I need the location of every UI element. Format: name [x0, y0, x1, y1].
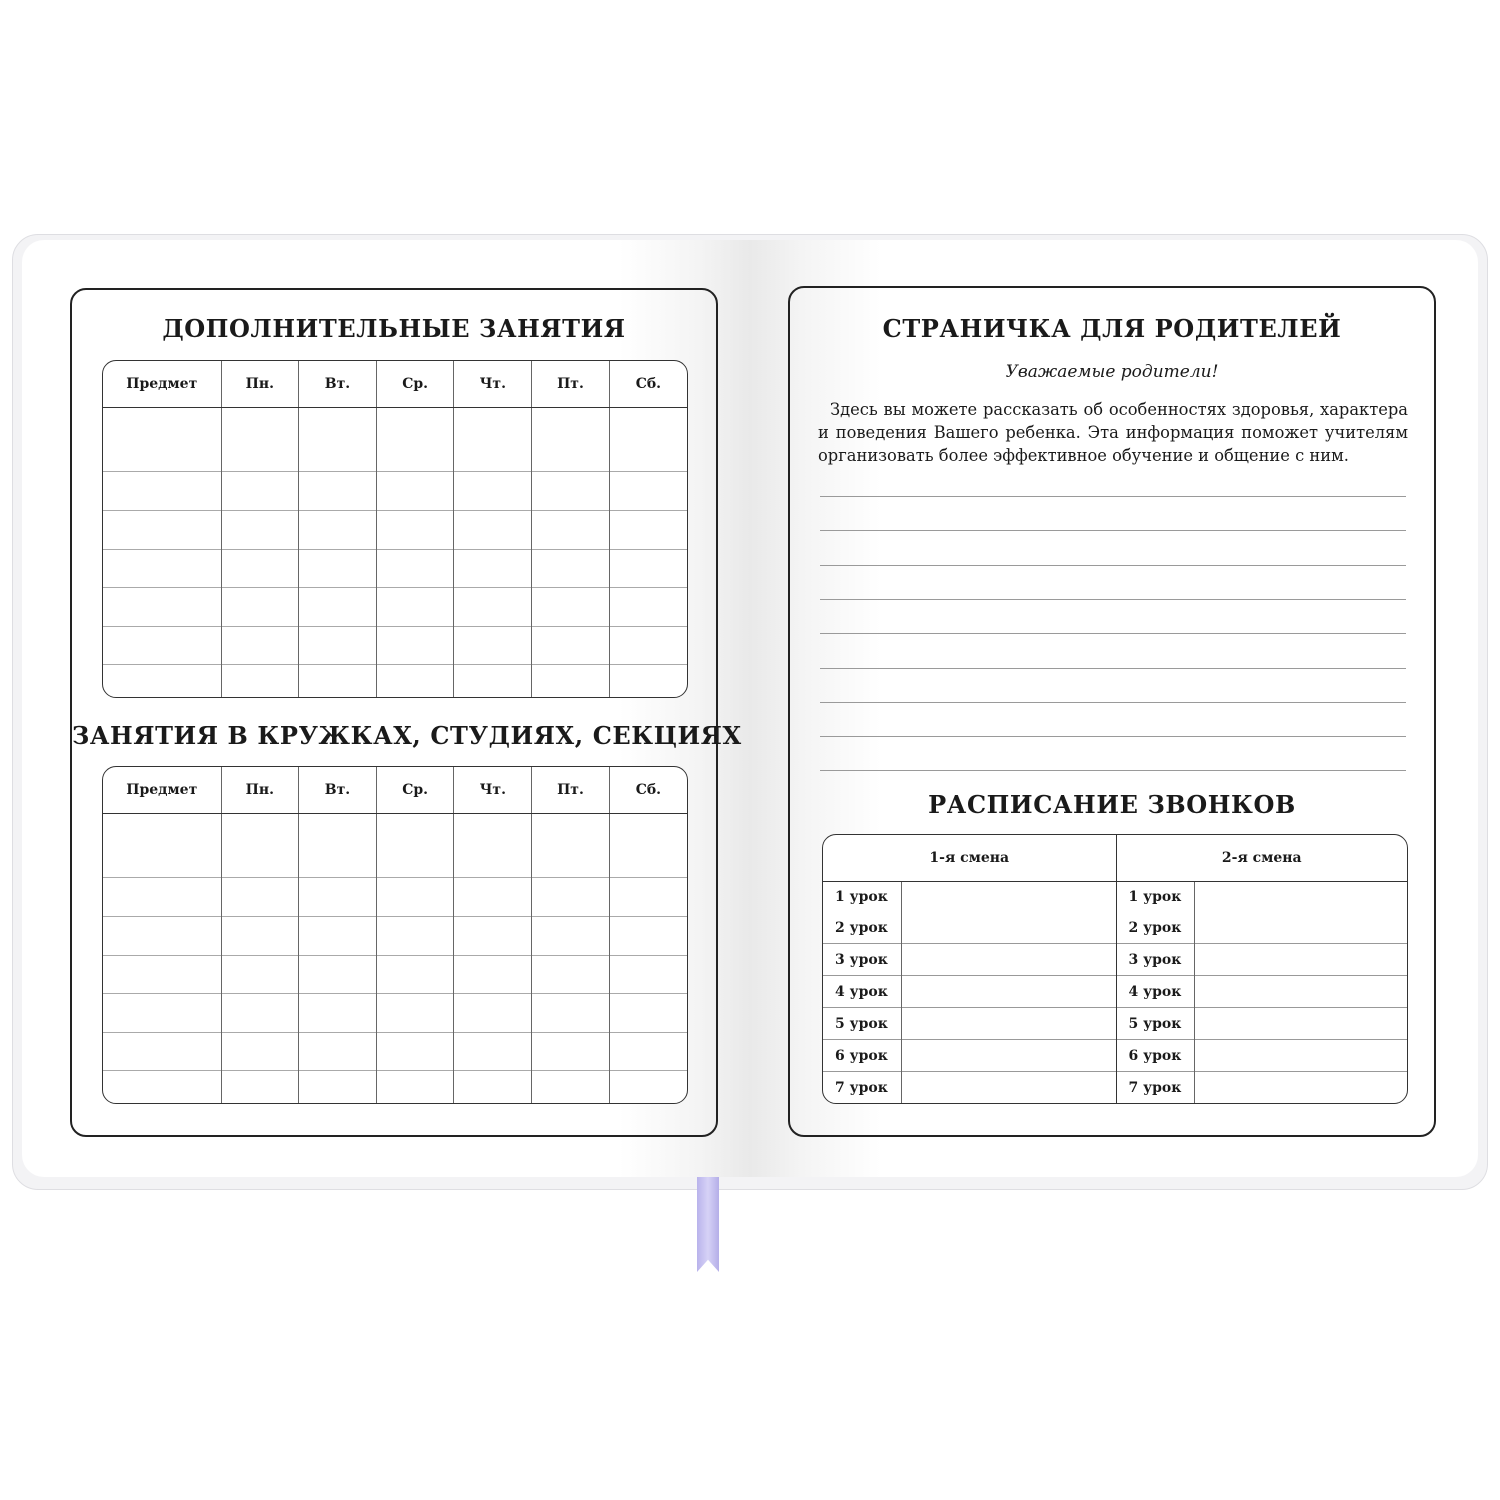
table-cell[interactable] — [454, 472, 532, 511]
bell-row — [823, 1040, 1407, 1072]
lesson-label: 3 урок — [823, 944, 901, 976]
table-cell[interactable] — [103, 916, 221, 955]
table-cell[interactable] — [454, 916, 532, 955]
writing-line[interactable] — [820, 496, 1406, 497]
table-cell[interactable] — [103, 846, 221, 878]
table-cell[interactable] — [221, 665, 299, 697]
table-cell[interactable] — [299, 588, 377, 627]
table-cell[interactable] — [532, 440, 610, 472]
table-cell[interactable] — [221, 1032, 299, 1071]
table-row — [103, 510, 687, 549]
table-row — [103, 814, 687, 846]
table-cell[interactable] — [609, 510, 687, 549]
table-cell[interactable] — [221, 878, 299, 917]
table-row — [103, 440, 687, 472]
table-row — [103, 588, 687, 627]
table-cell[interactable] — [221, 472, 299, 511]
table-cell[interactable] — [609, 665, 687, 697]
table-cell[interactable] — [532, 846, 610, 878]
table-cell[interactable] — [532, 994, 610, 1033]
table-cell[interactable] — [532, 955, 610, 994]
table-cell[interactable] — [532, 472, 610, 511]
table-cell[interactable] — [376, 994, 454, 1033]
table-cell[interactable] — [609, 955, 687, 994]
table-row — [103, 549, 687, 588]
table-cell[interactable] — [609, 994, 687, 1033]
time-cell[interactable] — [901, 882, 1116, 913]
table-cell[interactable] — [299, 549, 377, 588]
table-cell[interactable] — [532, 588, 610, 627]
table-cell[interactable] — [221, 814, 299, 846]
table-cell[interactable] — [376, 549, 454, 588]
table-cell[interactable] — [376, 846, 454, 878]
table-cell[interactable] — [532, 1032, 610, 1071]
table-cell[interactable] — [532, 1071, 610, 1103]
table-cell[interactable] — [454, 510, 532, 549]
table-cell[interactable] — [454, 1071, 532, 1103]
lesson-label: 5 урок — [823, 1008, 901, 1040]
lesson-label: 4 урок — [823, 976, 901, 1008]
table-cell[interactable] — [376, 1071, 454, 1103]
table-cell[interactable] — [103, 440, 221, 472]
table-cell[interactable] — [609, 408, 687, 440]
left-page — [22, 240, 750, 1177]
table-cell[interactable] — [299, 994, 377, 1033]
writing-line[interactable] — [820, 633, 1406, 634]
table-cell[interactable] — [221, 1071, 299, 1103]
column-header: Предмет — [103, 767, 221, 814]
table-row — [103, 626, 687, 665]
table-cell[interactable] — [532, 665, 610, 697]
table-cell[interactable] — [299, 878, 377, 917]
table-row — [103, 408, 687, 440]
table-cell[interactable] — [609, 814, 687, 846]
table-cell[interactable] — [532, 814, 610, 846]
time-cell[interactable] — [901, 1008, 1116, 1040]
writing-line[interactable] — [820, 702, 1406, 703]
column-header: Сб. — [609, 361, 687, 408]
section-title-additional-classes: ДОПОЛНИТЕЛЬНЫЕ ЗАНЯТИЯ — [162, 314, 626, 343]
column-header: Предмет — [103, 361, 221, 408]
table-cell[interactable] — [609, 1071, 687, 1103]
table-cell[interactable] — [221, 955, 299, 994]
writing-line[interactable] — [820, 599, 1406, 600]
lesson-label: 7 урок — [1116, 1072, 1194, 1103]
table-cell[interactable] — [221, 408, 299, 440]
bell-row — [823, 944, 1407, 976]
table-cell[interactable] — [299, 955, 377, 994]
table-cell[interactable] — [609, 626, 687, 665]
table-row — [103, 665, 687, 697]
right-page-frame — [788, 286, 1436, 1137]
table-cell[interactable] — [103, 510, 221, 549]
table-cell[interactable] — [454, 549, 532, 588]
table-cell[interactable] — [532, 549, 610, 588]
table-cell[interactable] — [609, 440, 687, 472]
table-cell[interactable] — [376, 626, 454, 665]
table-row — [103, 916, 687, 955]
table-cell[interactable] — [376, 440, 454, 472]
left-page-frame — [70, 288, 742, 1137]
table-cell[interactable] — [454, 814, 532, 846]
time-cell[interactable] — [1194, 976, 1407, 1008]
time-cell[interactable] — [901, 913, 1116, 944]
column-header: Ср. — [376, 767, 454, 814]
table-cell[interactable] — [454, 408, 532, 440]
writing-line[interactable] — [820, 668, 1406, 669]
table-cell[interactable] — [103, 549, 221, 588]
column-header: Сб. — [609, 767, 687, 814]
time-cell[interactable] — [1194, 1008, 1407, 1040]
bell-row — [823, 1072, 1407, 1103]
table-cell[interactable] — [299, 916, 377, 955]
parents-intro-text: Здесь вы можете рассказать об особенностях здоровья, характера и поведения Вашего ребенка. Эта информация поможет учителям организовать более эффективное обучение и общение с ним. — [818, 400, 1408, 465]
table-cell[interactable] — [299, 1071, 377, 1103]
table-cell[interactable] — [376, 878, 454, 917]
table-cell[interactable] — [454, 1032, 532, 1071]
table-cell[interactable] — [299, 846, 377, 878]
table-cell[interactable] — [103, 1071, 221, 1103]
table-cell[interactable] — [376, 510, 454, 549]
column-header: Вт. — [299, 767, 377, 814]
parents-greeting: Уважаемые родители! — [1005, 362, 1219, 382]
table-cell[interactable] — [609, 846, 687, 878]
table-cell[interactable] — [532, 916, 610, 955]
column-header: Вт. — [299, 361, 377, 408]
table-cell[interactable] — [376, 588, 454, 627]
table-row — [103, 846, 687, 878]
shift-2-header: 2-я смена — [1116, 835, 1407, 882]
table-cell[interactable] — [221, 846, 299, 878]
lesson-label: 6 урок — [823, 1040, 901, 1072]
time-cell[interactable] — [1194, 1072, 1407, 1103]
table-cell[interactable] — [221, 916, 299, 955]
table-cell[interactable] — [103, 955, 221, 994]
lesson-label: 3 урок — [1116, 944, 1194, 976]
bell-schedule-title: РАСПИСАНИЕ ЗВОНКОВ — [928, 790, 1296, 819]
table-cell[interactable] — [103, 994, 221, 1033]
table-cell[interactable] — [103, 472, 221, 511]
table-cell[interactable] — [609, 1032, 687, 1071]
time-cell[interactable] — [1194, 913, 1407, 944]
column-header: Чт. — [454, 767, 532, 814]
table-cell[interactable] — [532, 626, 610, 665]
table-cell[interactable] — [221, 588, 299, 627]
table-cell[interactable] — [221, 549, 299, 588]
section-title-clubs: ЗАНЯТИЯ В КРУЖКАХ, СТУДИЯХ, СЕКЦИЯХ — [72, 721, 742, 750]
column-header: Пн. — [221, 361, 299, 408]
parents-page-title: СТРАНИЧКА ДЛЯ РОДИТЕЛЕЙ — [882, 314, 1342, 343]
table-cell[interactable] — [532, 510, 610, 549]
column-header: Чт. — [454, 361, 532, 408]
table-cell[interactable] — [103, 408, 221, 440]
table-cell[interactable] — [103, 626, 221, 665]
schedule-table-additional — [102, 360, 688, 698]
table-cell[interactable] — [299, 626, 377, 665]
lesson-label: 1 урок — [1116, 882, 1194, 913]
table-cell[interactable] — [299, 814, 377, 846]
table-cell[interactable] — [103, 665, 221, 697]
table-row — [103, 1032, 687, 1071]
table-cell[interactable] — [454, 626, 532, 665]
table-cell[interactable] — [103, 814, 221, 846]
bell-row — [823, 1008, 1407, 1040]
column-header: Пн. — [221, 767, 299, 814]
bookmark-ribbon — [697, 1170, 719, 1272]
table-cell[interactable] — [609, 472, 687, 511]
time-cell[interactable] — [901, 944, 1116, 976]
table-cell[interactable] — [454, 994, 532, 1033]
table-cell[interactable] — [221, 626, 299, 665]
writing-line[interactable] — [820, 530, 1406, 531]
table-cell[interactable] — [299, 440, 377, 472]
table-cell[interactable] — [609, 878, 687, 917]
table-cell[interactable] — [454, 846, 532, 878]
table-cell[interactable] — [376, 1032, 454, 1071]
lesson-label: 2 урок — [835, 919, 888, 936]
writing-line[interactable] — [820, 565, 1406, 566]
writing-line[interactable] — [820, 736, 1406, 737]
table-cell[interactable] — [376, 814, 454, 846]
table-cell[interactable] — [454, 588, 532, 627]
table-cell[interactable] — [299, 408, 377, 440]
table-cell[interactable] — [103, 1032, 221, 1071]
column-header: Ср. — [376, 361, 454, 408]
table-row — [103, 994, 687, 1033]
table-cell[interactable] — [532, 878, 610, 917]
time-cell[interactable] — [901, 1040, 1116, 1072]
lesson-label: 5 урок — [1116, 1008, 1194, 1040]
bell-row — [823, 913, 1407, 944]
shift-1-header: 1-я смена — [823, 835, 1116, 882]
table-cell[interactable] — [299, 1032, 377, 1071]
lesson-label: 2 урок — [1116, 913, 1194, 944]
table-row — [103, 878, 687, 917]
table-cell[interactable] — [299, 472, 377, 511]
time-cell[interactable] — [1194, 882, 1407, 913]
table-header-row — [103, 361, 687, 408]
table-cell[interactable] — [454, 440, 532, 472]
schedule-table-clubs — [102, 766, 688, 1104]
lesson-label: 6 урок — [1116, 1040, 1194, 1072]
table-row — [103, 472, 687, 511]
table-cell[interactable] — [221, 994, 299, 1033]
right-page — [750, 240, 1478, 1177]
table-row — [103, 955, 687, 994]
time-cell[interactable] — [1194, 1040, 1407, 1072]
lesson-label: 7 урок — [823, 1072, 901, 1103]
bell-row — [823, 976, 1407, 1008]
table-cell[interactable] — [454, 878, 532, 917]
table-cell[interactable] — [299, 665, 377, 697]
table-header-row — [103, 767, 687, 814]
table-cell[interactable] — [376, 665, 454, 697]
time-cell[interactable] — [901, 1072, 1116, 1103]
lesson-label: 1 урок — [823, 882, 901, 913]
table-cell[interactable] — [609, 588, 687, 627]
table-cell[interactable] — [376, 916, 454, 955]
column-header: Пт. — [532, 361, 610, 408]
table-cell[interactable] — [609, 549, 687, 588]
table-cell[interactable] — [103, 878, 221, 917]
table-cell[interactable] — [454, 955, 532, 994]
table-cell[interactable] — [103, 588, 221, 627]
time-cell[interactable] — [1194, 944, 1407, 976]
table-cell[interactable] — [454, 665, 532, 697]
bell-schedule-table — [822, 834, 1408, 1104]
table-cell[interactable] — [376, 955, 454, 994]
bell-row — [823, 882, 1407, 913]
table-cell[interactable] — [609, 916, 687, 955]
column-header: Пт. — [532, 767, 610, 814]
table-cell[interactable] — [376, 408, 454, 440]
table-cell[interactable] — [299, 510, 377, 549]
writing-line[interactable] — [820, 770, 1406, 771]
time-cell[interactable] — [901, 976, 1116, 1008]
lesson-label: 4 урок — [1116, 976, 1194, 1008]
table-cell[interactable] — [221, 510, 299, 549]
table-cell[interactable] — [376, 472, 454, 511]
table-row — [103, 1071, 687, 1103]
bell-header-row — [823, 835, 1407, 882]
table-cell[interactable] — [532, 408, 610, 440]
table-cell[interactable] — [221, 440, 299, 472]
